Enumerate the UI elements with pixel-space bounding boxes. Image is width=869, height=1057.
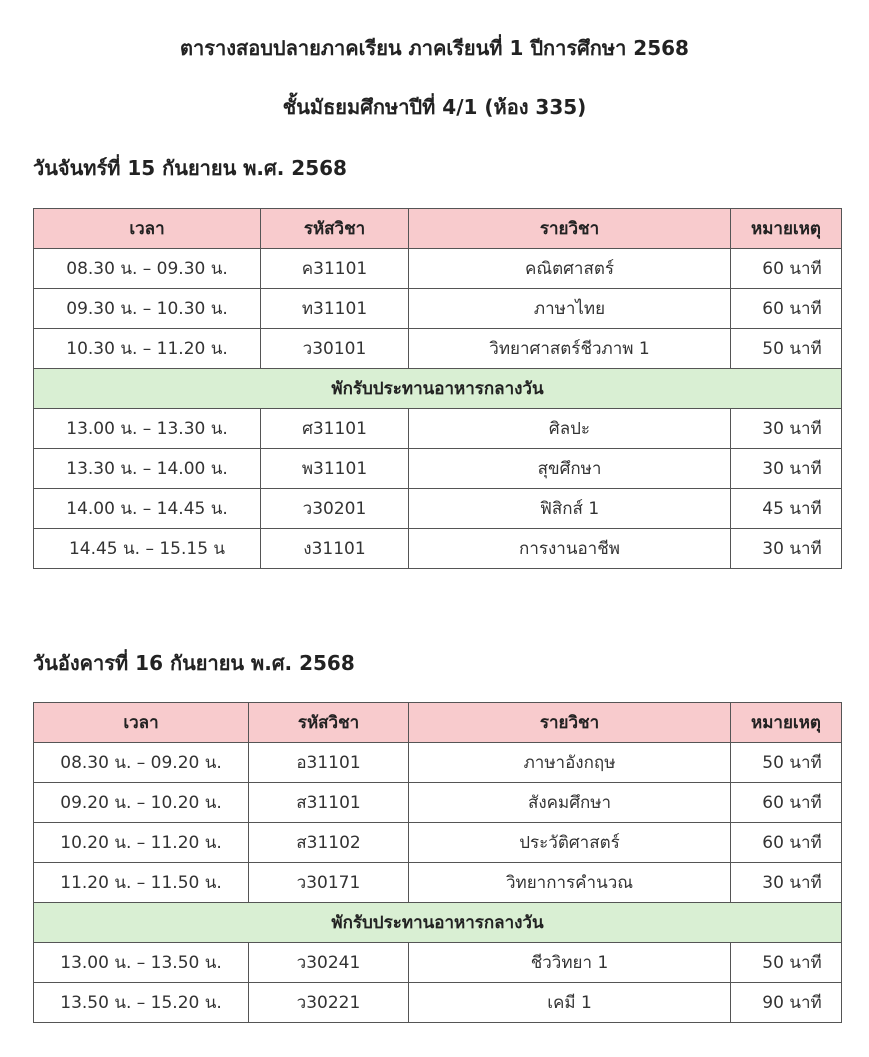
table-row [34,289,842,329]
table-row [34,249,842,289]
column-header-subject: รายวิชา [409,209,731,249]
lunch-break-label: พักรับประทานอาหารกลางวัน [34,903,842,943]
document-title: ตารางสอบปลายภาคเรียน ภาคเรียนที่ 1 ปีการศึกษา 2568 [180,36,689,60]
exam-time: 10.30 น. – 11.20 น. [34,329,261,369]
subject-name: คณิตศาสตร์ [409,249,731,289]
lunch-break-row [34,369,842,409]
subject-code: ศ31101 [261,409,409,449]
subject-name: ฟิสิกส์ 1 [409,489,731,529]
table-row [34,329,842,369]
exam-table-tuesday [33,702,842,1023]
exam-duration: 30 นาที [731,409,842,449]
exam-time: 13.00 น. – 13.30 น. [34,409,261,449]
document-subtitle: ชั้นมัธยมศึกษาปีที่ 4/1 (ห้อง 335) [282,95,587,119]
subject-code: ค31101 [261,249,409,289]
exam-time: 09.30 น. – 10.30 น. [34,289,261,329]
subject-code: ง31101 [261,529,409,569]
table-row [34,783,842,823]
table-row [34,409,842,449]
exam-duration: 60 นาที [731,823,842,863]
subject-code: ส31101 [249,783,409,823]
subject-code: ว30201 [261,489,409,529]
column-header-note: หมายเหตุ [731,209,842,249]
subject-name: ภาษาไทย [409,289,731,329]
subject-code: อ31101 [249,743,409,783]
column-header-time: เวลา [34,209,261,249]
exam-time: 14.00 น. – 14.45 น. [34,489,261,529]
exam-time: 08.30 น. – 09.30 น. [34,249,261,289]
exam-table-monday [33,208,842,569]
table-row [34,449,842,489]
table-row [34,529,842,569]
subject-code: พ31101 [261,449,409,489]
table-row [34,943,842,983]
exam-duration: 45 นาที [731,489,842,529]
subject-name: วิทยาศาสตร์ชีวภาพ 1 [409,329,731,369]
exam-time: 13.50 น. – 15.20 น. [34,983,249,1023]
table-row [34,863,842,903]
table-header-row [34,209,842,249]
lunch-break-row [34,903,842,943]
column-header-subject: รายวิชา [409,703,731,743]
exam-time: 14.45 น. – 15.15 น [34,529,261,569]
table-row [34,743,842,783]
day-heading-tuesday: วันอังคารที่ 16 กันยายน พ.ศ. 2568 [33,651,355,675]
column-header-time: เวลา [34,703,249,743]
subject-name: ศิลปะ [409,409,731,449]
subject-code: ว30241 [249,943,409,983]
exam-time: 09.20 น. – 10.20 น. [34,783,249,823]
exam-duration: 60 นาที [731,783,842,823]
column-header-code: รหัสวิชา [249,703,409,743]
exam-duration: 30 นาที [731,863,842,903]
exam-duration: 60 นาที [731,289,842,329]
subject-name: ประวัติศาสตร์ [409,823,731,863]
exam-time: 10.20 น. – 11.20 น. [34,823,249,863]
table-header-row [34,703,842,743]
exam-duration: 30 นาที [731,529,842,569]
lunch-break-label: พักรับประทานอาหารกลางวัน [34,369,842,409]
table-row [34,983,842,1023]
subject-code: ว30221 [249,983,409,1023]
subject-code: ส31102 [249,823,409,863]
exam-time: 13.30 น. – 14.00 น. [34,449,261,489]
exam-duration: 50 นาที [731,943,842,983]
subject-name: การงานอาชีพ [409,529,731,569]
exam-duration: 50 นาที [731,329,842,369]
subject-code: ว30171 [249,863,409,903]
day-heading-monday: วันจันทร์ที่ 15 กันยายน พ.ศ. 2568 [33,156,347,180]
table-row [34,823,842,863]
subject-name: ชีววิทยา 1 [409,943,731,983]
subject-name: ภาษาอังกฤษ [409,743,731,783]
column-header-note: หมายเหตุ [731,703,842,743]
exam-duration: 50 นาที [731,743,842,783]
exam-duration: 30 นาที [731,449,842,489]
exam-time: 13.00 น. – 13.50 น. [34,943,249,983]
subject-name: สุขศึกษา [409,449,731,489]
subject-name: สังคมศึกษา [409,783,731,823]
subject-name: วิทยาการคำนวณ [409,863,731,903]
exam-duration: 90 นาที [731,983,842,1023]
subject-name: เคมี 1 [409,983,731,1023]
exam-time: 08.30 น. – 09.20 น. [34,743,249,783]
subject-code: ท31101 [261,289,409,329]
exam-time: 11.20 น. – 11.50 น. [34,863,249,903]
exam-duration: 60 นาที [731,249,842,289]
subject-code: ว30101 [261,329,409,369]
column-header-code: รหัสวิชา [261,209,409,249]
table-row [34,489,842,529]
